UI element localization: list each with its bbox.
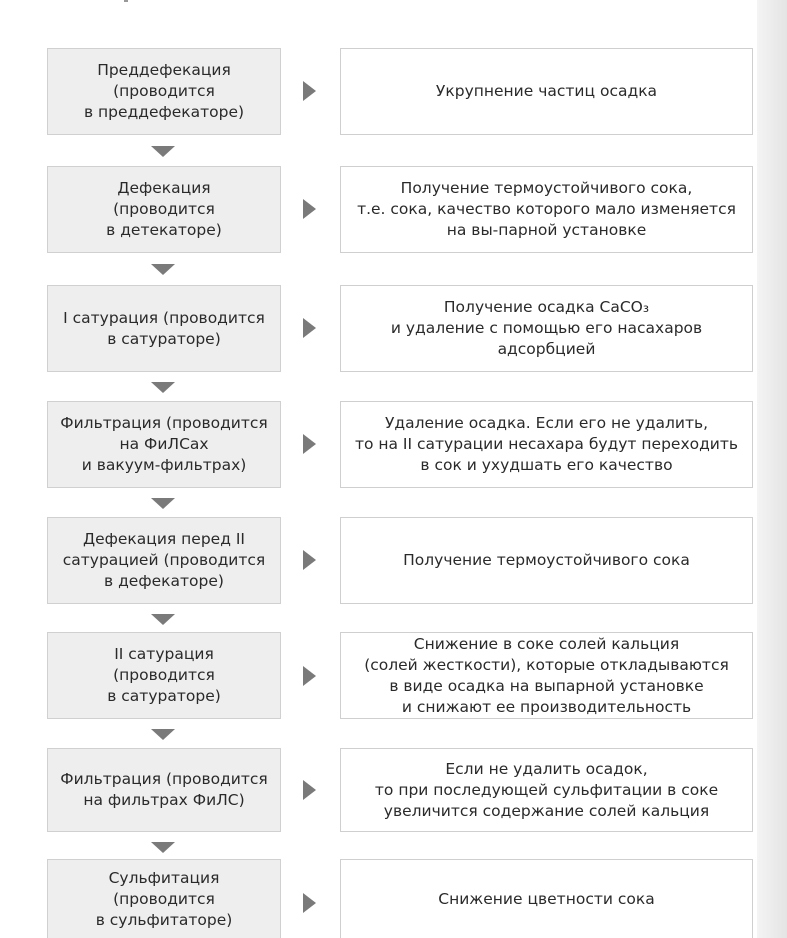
arrow-down-icon: [151, 729, 175, 740]
stage-box-filtration-2: [47, 748, 281, 832]
stage-box-defecation: [47, 166, 281, 253]
arrow-down-icon: [151, 382, 175, 393]
stage-box-defecation-2: [47, 517, 281, 604]
stage-label: Дефекация (проводится в детекаторе): [106, 179, 222, 239]
arrow-down-icon: [151, 146, 175, 157]
arrow-down-icon: [151, 614, 175, 625]
result-label: Удаление осадка. Если его не удалить, то на II сатурации несахара будут переходить в сок и ухудшать его качество: [354, 414, 739, 474]
stage-box-saturation-1: [47, 285, 281, 372]
stage-label: Преддефекация (проводится в преддефекаторе): [83, 61, 245, 121]
arrow-right-icon: [303, 666, 316, 686]
result-box-defecation-2: [340, 517, 753, 604]
result-label: Если не удалить осадок, то при последующей сульфитации в соке увеличится содержание солей кальция: [374, 759, 719, 820]
result-box-filtration-2: [340, 748, 753, 832]
stage-box-filtration-1: [47, 401, 281, 488]
page-mark: [124, 0, 128, 2]
arrow-right-icon: [303, 318, 316, 338]
stage-label: II сатурация (проводится в сатураторе): [107, 645, 221, 705]
stage-label: Фильтрация (проводится на ФиЛСах и вакуум-фильтрах): [60, 414, 268, 474]
stage-label: Фильтрация (проводится на фильтрах ФиЛС): [60, 770, 268, 809]
arrow-right-icon: [303, 434, 316, 454]
stage-box-saturation-2: [47, 632, 281, 719]
result-box-defecation: [340, 166, 753, 253]
stage-label: Дефекация перед II сатурацией (проводится в дефекаторе): [62, 530, 266, 590]
result-label: Получение термоустойчивого сока: [403, 551, 690, 569]
arrow-right-icon: [303, 81, 316, 101]
stage-label: I сатурация (проводится в сатураторе): [63, 308, 265, 348]
result-box-sulfitation: [340, 859, 753, 938]
stage-box-sulfitation: [47, 859, 281, 938]
arrow-right-icon: [303, 893, 316, 913]
stage-label: Сульфитация (проводится в сульфитаторе): [95, 868, 233, 929]
result-box-saturation-1: [340, 285, 753, 372]
result-box-saturation-2: [340, 632, 753, 719]
arrow-right-icon: [303, 199, 316, 219]
arrow-right-icon: [303, 550, 316, 570]
arrow-right-icon: [303, 780, 316, 800]
arrow-down-icon: [151, 498, 175, 509]
result-label: Снижение в соке солей кальция (солей жесткости), которые откладываются в виде осадка на выпарной установке и снижают ее производительность: [364, 634, 729, 716]
result-box-filtration-1: [340, 401, 753, 488]
result-label: Снижение цветности сока: [438, 889, 655, 908]
arrow-down-icon: [151, 842, 175, 853]
result-box-predefecation: [340, 48, 753, 135]
result-label: Укрупнение частиц осадка: [435, 82, 658, 100]
result-label: Получение термоустойчивого сока, т.е. сока, качество которого мало изменяется на вы-парной установке: [357, 179, 736, 239]
stage-box-predefecation: [47, 48, 281, 135]
page-edge-shadow: [757, 0, 787, 938]
arrow-down-icon: [151, 264, 175, 275]
result-label: Получение осадка CaCO₃ и удаление с помощью его насахаров адсорбцией: [390, 298, 703, 358]
